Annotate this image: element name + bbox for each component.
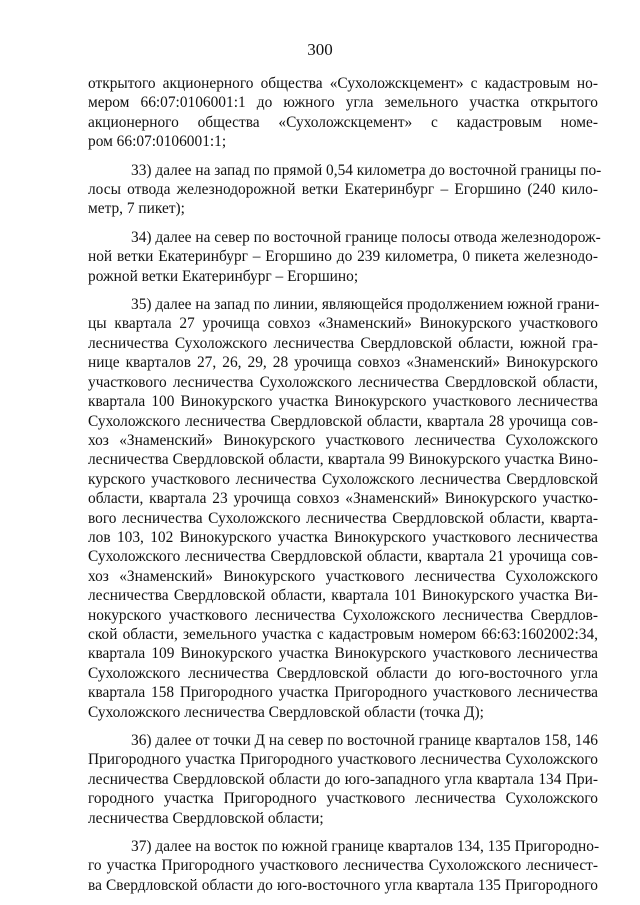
- text-line: 33) далее на запад по прямой 0,54 километра до восточной границы по-: [131, 161, 602, 179]
- text-line: квартала 158 Пригородного участка Пригородного участкового лесничества: [88, 684, 598, 702]
- paragraph-para-34: [88, 228, 601, 286]
- text-line: вого лесничества Сухоложского лесничества Свердловской области, кварта-: [88, 509, 598, 527]
- paragraph-para-cont: [88, 74, 598, 152]
- text-line: 34) далее на север по восточной границе полосы отвода железнодорож-: [131, 228, 601, 246]
- text-line: квартала 100 Винокурского участка Винокурского участкового лесничества: [88, 393, 598, 411]
- text-line: хоз «Знаменский» Винокурского участкового лесничества Сухоложского: [88, 567, 598, 585]
- text-line: лесничества Свердловской области до юго-западного угла квартала 134 При-: [88, 770, 598, 788]
- text-line: нице кварталов 27, 26, 29, 28 урочища совхоз «Знаменский» Винокурского: [88, 354, 598, 372]
- text-line: мером 66:07:0106001:1 до южного угла земельного участка открытого: [88, 94, 598, 112]
- text-line: ром 66:07:0106001:1;: [88, 133, 227, 151]
- text-line: лесничества Свердловской области, квартала 99 Винокурского участка Вино-: [88, 451, 598, 469]
- paragraph-para-36: [88, 731, 598, 828]
- text-line: акционерного общества «Сухоложскцемент» с кадастровым номе-: [88, 113, 598, 131]
- text-line: цы квартала 27 урочища совхоз «Знаменский» Винокурского участкового: [88, 315, 598, 333]
- text-line: 35) далее на запад по линии, являющейся продолжением южной грани-: [131, 296, 600, 314]
- text-line: ской области, земельного участка с кадастровым номером 66:63:1602002:34,: [88, 625, 598, 643]
- text-line: 37) далее на восток по южной границе кварталов 134, 135 Пригородно-: [131, 838, 600, 856]
- text-line: ной ветки Екатеринбург – Егоршино до 239 километра, 0 пикета железнодо-: [88, 248, 598, 266]
- text-line: лесничества Свердловской области;: [88, 809, 324, 827]
- text-line: 36) далее от точки Д на север по восточной границе кварталов 158, 146: [131, 732, 598, 749]
- text-line: лесничества Свердловской области, квартала 101 Винокурского участка Ви-: [88, 587, 598, 605]
- text-line: хоз «Знаменский» Винокурского участкового лесничества Сухоложского: [88, 431, 598, 449]
- text-line: лов 103, 102 Винокурского участка Винокурского участкового лесничества: [88, 528, 598, 546]
- text-line: нокурского участкового лесничества Сухоложского лесничества Свердлов-: [88, 606, 598, 624]
- text-line: квартала 109 Винокурского участка Винокурского участкового лесничества: [88, 645, 598, 663]
- text-line: Пригородного участка Пригородного участкового лесничества Сухоложского: [88, 751, 598, 769]
- text-line: городного участка Пригородного участкового лесничества Сухоложского: [88, 790, 598, 808]
- text-line: Сухоложского лесничества Свердловской области, квартала 28 урочища сов-: [88, 412, 598, 430]
- document-body: [88, 74, 602, 904]
- text-line: курского участкового лесничества Сухоложского лесничества Свердловской: [88, 470, 598, 488]
- page-number: 300: [307, 40, 333, 59]
- text-line: рожной ветки Екатеринбург – Егоршино;: [88, 267, 359, 285]
- text-line: лосы отвода железнодорожной ветки Екатеринбург – Егоршино (240 кило-: [88, 181, 598, 199]
- paragraph-para-37: [88, 837, 598, 895]
- paragraph-para-33: [88, 161, 602, 219]
- text-line: открытого акционерного общества «Сухоложскцемент» с кадастровым но-: [88, 75, 598, 92]
- text-line: Сухоложского лесничества Свердловской области (точка Д);: [88, 703, 484, 721]
- text-line: Сухоложского лесничества Свердловской области до юго-восточного угла: [88, 664, 598, 682]
- text-line: Сухоложского лесничества Свердловской области, квартала 21 урочища сов-: [88, 548, 598, 566]
- text-line: го участка Пригородного участкового лесничества Сухоложского лесничест-: [88, 857, 598, 875]
- text-line: области, квартала 23 урочища совхоз «Знаменский» Винокурского участко-: [88, 490, 598, 508]
- text-line: участкового лесничества Сухоложского лесничества Свердловской области,: [88, 373, 598, 391]
- text-line: лесничества Сухоложского лесничества Свердловской области, южной гра-: [88, 334, 598, 352]
- text-line: метр, 7 пикет);: [88, 200, 185, 218]
- text-line: ва Свердловской области до юго-восточного угла квартала 135 Пригородного: [88, 876, 598, 894]
- paragraph-para-35: [88, 295, 598, 722]
